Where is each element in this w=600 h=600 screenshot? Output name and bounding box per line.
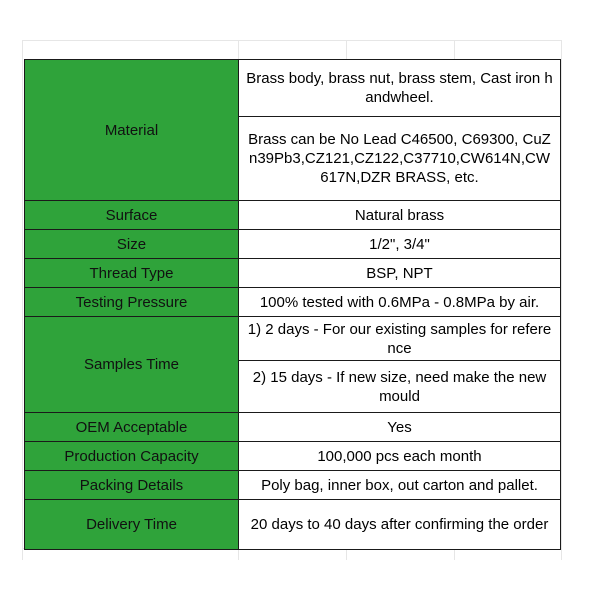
testing-pressure-value-cell[interactable]: 100% tested with 0.6MPa - 0.8MPa by air. — [239, 288, 561, 317]
packing-details-label-cell[interactable]: Packing Details — [25, 471, 239, 500]
table-row — [25, 471, 561, 500]
table-row — [25, 230, 561, 259]
table-row — [25, 413, 561, 442]
table-row — [25, 442, 561, 471]
material-value-cell[interactable]: Brass body, brass nut, brass stem, Cast iron handwheel. — [239, 60, 561, 117]
material-value-cell[interactable]: Brass can be No Lead C46500, C69300, CuZn39Pb3,CZ121,CZ122,C37710,CW614N,CW617N,DZR BRASS, etc. — [239, 117, 561, 201]
gridline — [22, 40, 23, 560]
delivery-time-value-cell[interactable]: 20 days to 40 days after confirming the order — [239, 500, 561, 550]
table-row — [25, 288, 561, 317]
table-row — [25, 201, 561, 230]
packing-details-value-cell[interactable]: Poly bag, inner box, out carton and pallet. — [239, 471, 561, 500]
table-row — [25, 259, 561, 288]
delivery-time-label-cell[interactable]: Delivery Time — [25, 500, 239, 550]
gridline — [22, 40, 562, 41]
oem-acceptable-label-cell[interactable]: OEM Acceptable — [25, 413, 239, 442]
samples-time-value-cell[interactable]: 1) 2 days - For our existing samples for reference — [239, 317, 561, 361]
production-capacity-value-cell[interactable]: 100,000 pcs each month — [239, 442, 561, 471]
table-row — [25, 317, 561, 361]
samples-time-label-cell[interactable]: Samples Time — [25, 317, 239, 413]
testing-pressure-label-cell[interactable]: Testing Pressure — [25, 288, 239, 317]
surface-value-cell[interactable]: Natural brass — [239, 201, 561, 230]
oem-acceptable-value-cell[interactable]: Yes — [239, 413, 561, 442]
gridline — [561, 40, 562, 560]
surface-label-cell[interactable]: Surface — [25, 201, 239, 230]
samples-time-value-cell[interactable]: 2) 15 days - If new size, need make the new mould — [239, 361, 561, 413]
size-label-cell[interactable]: Size — [25, 230, 239, 259]
table-row — [25, 60, 561, 117]
thread-type-label-cell[interactable]: Thread Type — [25, 259, 239, 288]
material-label-cell[interactable]: Material — [25, 60, 239, 201]
size-value-cell[interactable]: 1/2", 3/4" — [239, 230, 561, 259]
table-row — [25, 500, 561, 550]
thread-type-value-cell[interactable]: BSP, NPT — [239, 259, 561, 288]
product-spec-table — [24, 59, 561, 550]
production-capacity-label-cell[interactable]: Production Capacity — [25, 442, 239, 471]
